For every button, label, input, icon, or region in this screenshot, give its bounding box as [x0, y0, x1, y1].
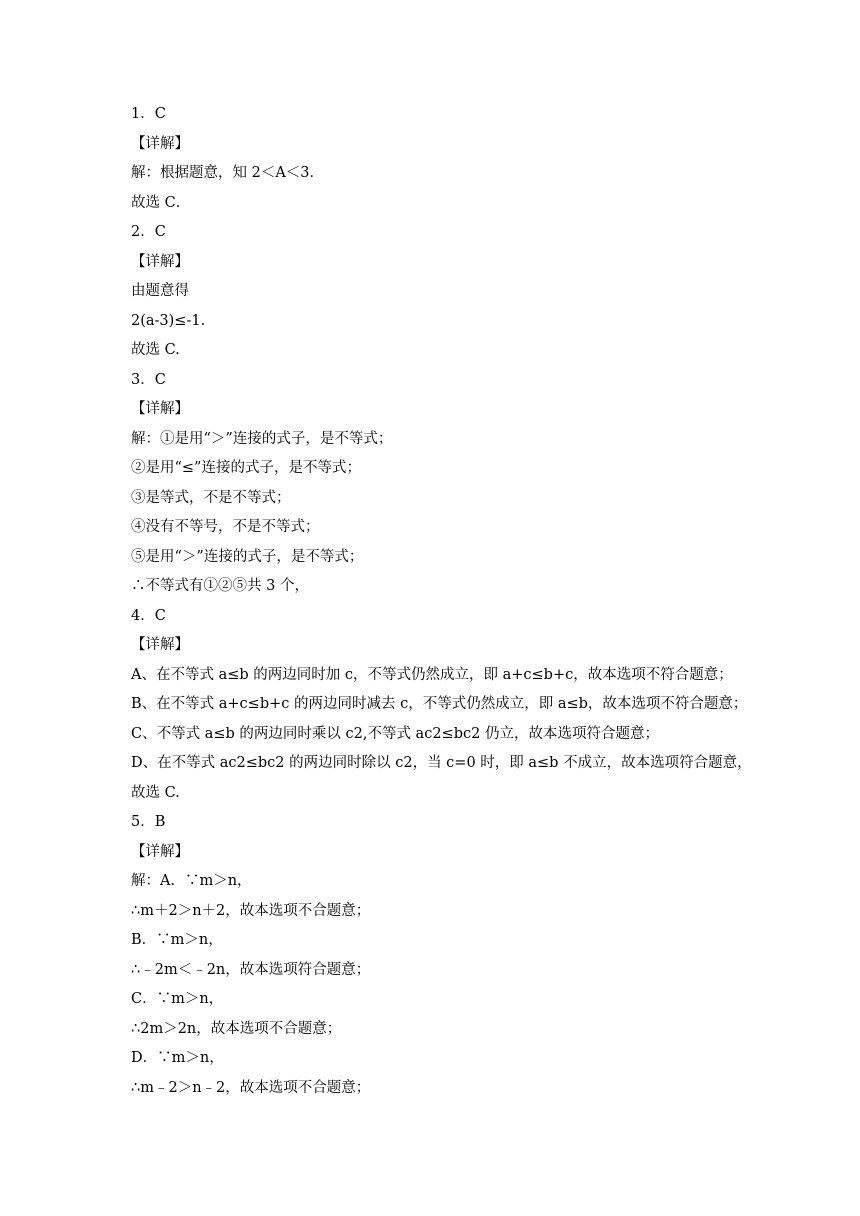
- solution-line: 解：根据题意，知 2＜A＜3．: [131, 165, 325, 181]
- solution-line: ∴m＋2＞n＋2，故本选项不合题意；: [131, 902, 371, 919]
- solution-line: C．∵m＞n，: [131, 991, 224, 1007]
- solution-line: D．∵m＞n，: [131, 1050, 224, 1066]
- solution-line: 由题意得: [131, 283, 189, 299]
- solution-line: ④没有不等号，不是不等式；: [131, 519, 320, 535]
- solution-line: ③是等式，不是不等式；: [131, 489, 291, 506]
- solution-line: 故选 C．: [131, 194, 191, 211]
- detail-label: 【详解】: [131, 401, 189, 417]
- answer-number: 4．C: [131, 607, 166, 624]
- solution-line: ∴不等式有①②⑤共 3 个，: [131, 578, 309, 594]
- answer-document: [131, 100, 771, 1103]
- solution-line: ∴﹣2m＜﹣2n，故本选项符合题意；: [131, 961, 371, 978]
- answer-number: 1．C: [131, 106, 166, 122]
- solution-line: ②是用“≤”连接的式子，是不等式；: [131, 460, 361, 476]
- solution-line: 解：A．∵m＞n，: [131, 873, 252, 889]
- answer-number: 2．C: [131, 224, 166, 240]
- detail-label: 【详解】: [131, 253, 189, 270]
- solution-line: ⑤是用“＞”连接的式子，是不等式；: [131, 548, 364, 565]
- solution-line: C、不等式 a≤b 的两边同时乘以 c2,不等式 ac2≤bc2 仍立，故本选项符合题意；: [131, 725, 659, 742]
- detail-label: 【详解】: [131, 637, 189, 653]
- answer-number: 5．B: [131, 814, 166, 830]
- solution-line: 故选 C.: [131, 342, 180, 358]
- answer-number: 3．C: [131, 371, 166, 388]
- solution-line: B．∵m＞n，: [131, 932, 223, 948]
- solution-line: 解：①是用“＞”连接的式子，是不等式；: [131, 430, 393, 447]
- detail-label: 【详解】: [131, 135, 189, 152]
- solution-line: 2(a-3)≤-1.: [131, 312, 206, 329]
- solution-line: B、在不等式 a+c≤b+c 的两边同时减去 c，不等式仍然成立，即 a≤b，故本选项不符合题意；: [131, 696, 748, 712]
- solution-line: 故选 C.: [131, 784, 180, 801]
- solution-line: ∴2m＞2n，故本选项不合题意；: [131, 1020, 342, 1037]
- solution-line: A、在不等式 a≤b 的两边同时加 c，不等式仍然成立，即 a+c≤b+c，故本选项不符合题意；: [131, 666, 733, 683]
- solution-line: ∴m﹣2＞n﹣2，故本选项不合题意；: [131, 1079, 371, 1096]
- solution-line: D、在不等式 ac2≤bc2 的两边同时除以 c2，当 c=0 时，即 a≤b 不成立，故本选项符合题意，: [131, 755, 752, 771]
- detail-label: 【详解】: [131, 843, 189, 860]
